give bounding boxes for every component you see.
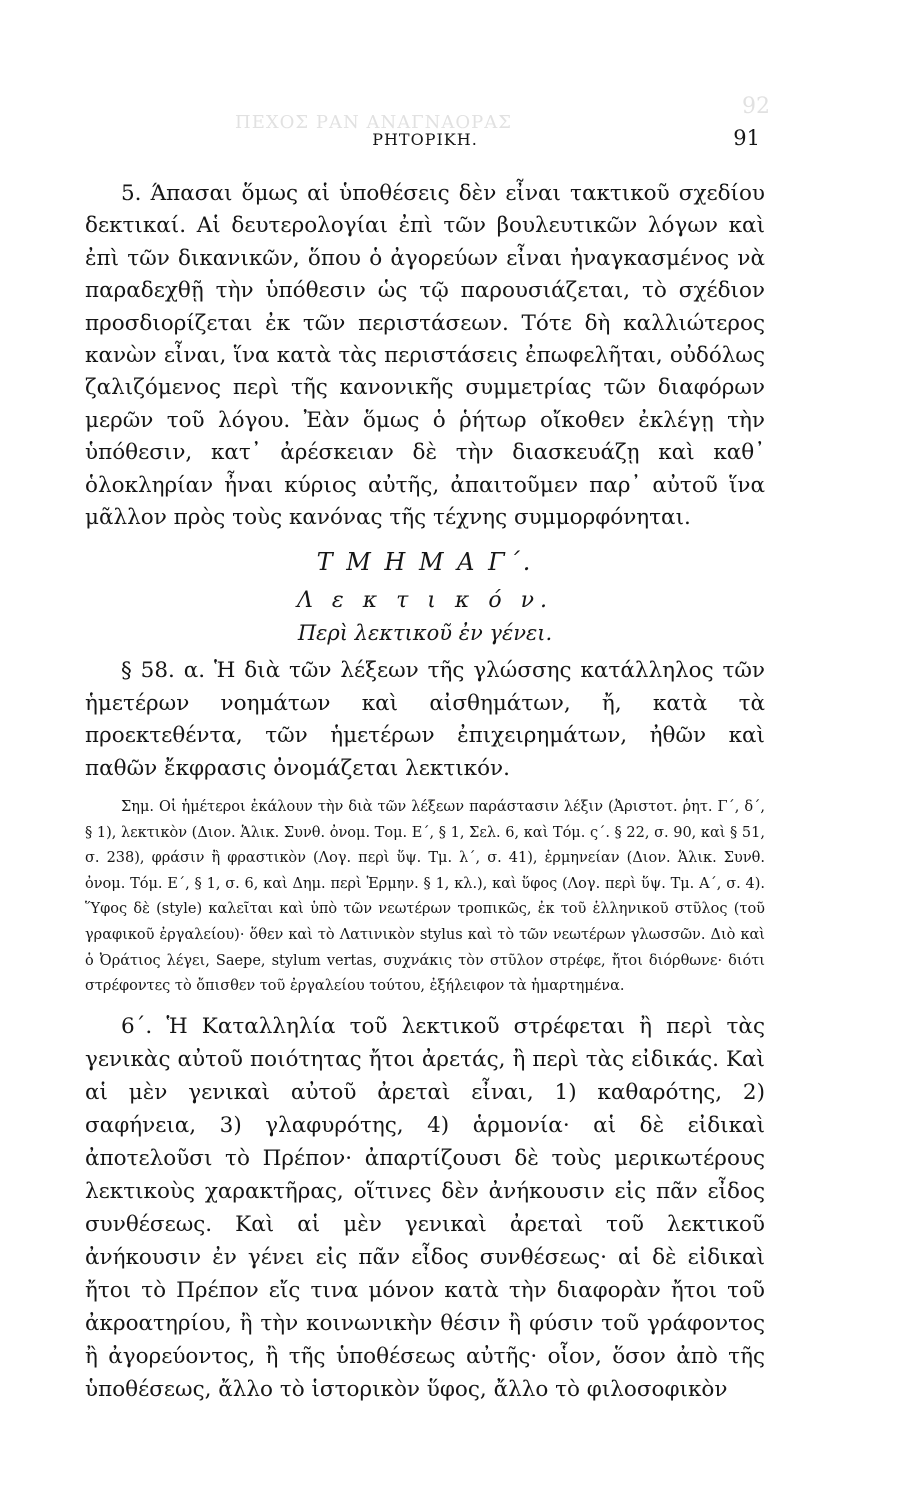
paragraph-5 xyxy=(85,178,765,534)
paragraph-58 xyxy=(85,655,765,785)
paragraph-b-text: 6΄. Ἡ Καταλληλία τοῦ λεκτικοῦ στρέφεται ἢ περὶ τὰς γενικὰς αὐτοῦ ποιότητας ἤτοι ἀρετάς, ἢ περὶ τὰς εἰδικάς. Καὶ αἱ μὲν γενικαὶ αὐτοῦ ἀρεταὶ εἶναι, 1) καθαρότης, 2) σαφήνεια, 3) γλαφυρότης, 4) ἁρμονία· αἱ δὲ εἰδικαὶ ἀποτελοῦσι τὸ Πρέπον· ἀπαρτίζουσι δὲ τοὺς μερικωτέρους λεκτικοὺς χαρακτῆρας, οἵτινες δὲν ἀνήκουσιν εἰς πᾶν εἶδος συνθέσεως. Καὶ αἱ μὲν γενικαὶ ἀρεταὶ τοῦ λεκτικοῦ ἀνήκουσιν ἐν γένει εἰς πᾶν εἶδος συνθέσεως· αἱ δὲ εἰδικαὶ ἤτοι τὸ Πρέπον εἴς τινα μόνον κατὰ τὴν διαφορὰν ἤτοι τοῦ ἀκροατηρίου, ἢ τὴν κοινωνικὴν θέσιν ἢ φύσιν τοῦ γράφοντος ἢ ἀγορεύοντος, ἢ τῆς ὑποθέσεως αὐτῆς· οἷον, ὅσον ἀπὸ τῆς ὑποθέσεως, ἄλλο τὸ ἱστορικὸν ὕφος, ἄλλο τὸ φιλοσοφικὸν xyxy=(85,1013,765,1402)
footnote-text: Σημ. Οἱ ἡμέτεροι ἐκάλουν τὴν διὰ τῶν λέξεων παράστασιν λέξιν (Ἀριστοτ. ῥητ. Γ΄, δ΄, § 1), λεκτικὸν (Διον. Ἁλικ. Συνθ. ὀνομ. Τομ. Ε΄, § 1, Σελ. 6, καὶ Τόμ. ς΄. § 22, σ. 90, καὶ § 51, σ. 238), φράσιν ἢ φραστικὸν (Λογ. περὶ ὕψ. Τμ. λ΄, σ. 41), ἑρμηνείαν (Διον. Ἁλικ. Συνθ. ὀνομ. Τόμ. Ε΄, § 1, σ. 6, καὶ Δημ. περὶ Ἑρμην. § 1, κλ.), καὶ ὕφος (Λογ. περὶ ὕψ. Τμ. Α΄, σ. 4). Ὕφος δὲ (style) καλεῖται καὶ ὑπὸ τῶν νεωτέρων τροπικῶς, ἐκ τοῦ ἑλληνικοῦ στῦλος (τοῦ γραφικοῦ ἐργαλείου)· ὅθεν καὶ τὸ Λατινικὸν stylus καὶ τὸ τῶν νεωτέρων γλωσσῶν. Διὸ καὶ ὁ Ὀράτιος λέγει, Saepe, stylum vertas, συχνάκις τὸν στῦλον στρέφε, ἤτοι διόρθωνε· διότι στρέφοντες τὸ ὄπισθεν τοῦ ἐργαλείου τούτου, ἐξήλειφον τὰ ἡμαρτημένα. xyxy=(85,799,765,995)
section-title: Τ Μ Η Μ Α Γ΄. xyxy=(316,548,534,577)
bleed-through-page-number: 92 xyxy=(742,94,770,119)
page-number: 91 xyxy=(733,126,760,150)
section-subsubtitle: Περὶ λεκτικοῦ ἐν γένει. xyxy=(297,621,553,646)
bleed-through-header: ΠΕΧΟΣ ΡΑΝ ΑΝΑΓΝΑΟΡΑΣ xyxy=(235,112,513,133)
running-header xyxy=(85,120,765,160)
paragraph-58-text: § 58. α. Ἡ διὰ τῶν λέξεων τῆς γλώσσης κατάλληλος τῶν ἡμετέρων νοημάτων καὶ αἰσθημάτων, ἤ, κατὰ τὰ προεκτεθέντα, τῶν ἡμετέρων ἐπιχειρημάτων, ἠθῶν καὶ παθῶν ἔκφρασις ὀνομάζεται λεκτικόν. xyxy=(85,658,765,781)
paragraph-b xyxy=(85,1010,765,1406)
footnote-block xyxy=(85,795,765,1000)
paragraph-5-text: 5. Άπασαι ὅμως αἱ ὑποθέσεις δὲν εἶναι τακτικοῦ σχεδίου δεκτικαί. Αἱ δευτερολογίαι ἐπὶ τῶν βουλευτικῶν λόγων καὶ ἐπὶ τῶν δικανικῶν, ὅπου ὁ ἀγορεύων εἶναι ἠναγκασμένος νὰ παραδεχθῇ τὴν ὑπόθεσιν ὡς τῷ παρουσιάζεται, τὸ σχέδιον προσδιορίζεται ἐκ τῶν περιστάσεων. Τότε δὴ καλλιώτερος κανὼν εἶναι, ἵνα κατὰ τὰς περιστάσεις ἐπωφελῆται, οὐδόλως ζαλιζόμενος περὶ τῆς κανονικῆς συμμετρίας τῶν διαφόρων μερῶν τοῦ λόγου. Ἐὰν ὅμως ὁ ῥήτωρ οἴκοθεν ἐκλέγῃ τὴν ὑπόθεσιν, κατ᾽ ἀρέσκειαν δὲ τὴν διασκευάζῃ καὶ καθ᾽ ὁλοκληρίαν ἦναι κύριος αὐτῆς, ἀπαιτοῦμεν παρ᾽ αὐτοῦ ἵνα μᾶλλον πρὸς τοὺς κανόνας τῆς τέχνης συμμορφόνηται. xyxy=(85,181,765,531)
running-title: ΡΗΤΟΡΙΚΗ. xyxy=(372,130,478,149)
section-subtitle: Λ ε κ τ ι κ ό ν. xyxy=(297,588,553,614)
book-page xyxy=(85,120,765,1406)
